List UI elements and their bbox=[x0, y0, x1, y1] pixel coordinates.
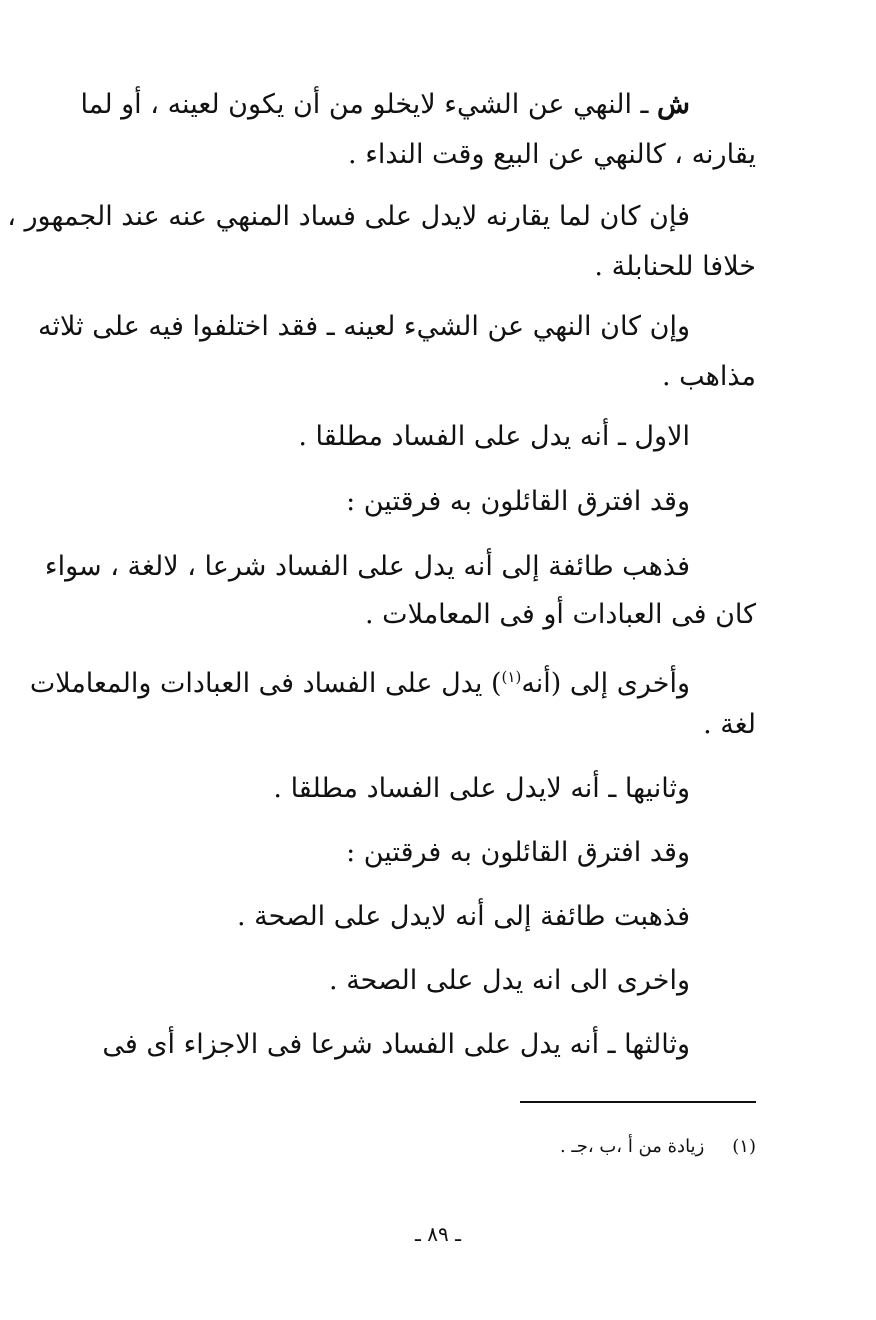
paragraph-1-line-2: يقارنه ، كالنهي عن البيع وقت النداء . bbox=[348, 139, 756, 170]
paragraph-3-line-2: مذاهب . bbox=[661, 361, 756, 392]
paragraph-1-line-1: ش ـ النهي عن الشيء لايخلو من أن يكون لعينه ، أو لما bbox=[80, 89, 690, 120]
paragraph-10-line-1: فذهبت طائفة إلى أنه لايدل على الصحة . bbox=[236, 901, 690, 932]
paragraph-7-text-start: وأخرى إلى (أنه bbox=[521, 668, 690, 699]
footnote-text: زيادة من أ ،ب ،جـ . bbox=[559, 1136, 705, 1157]
paragraph-7-line-2: لغة . bbox=[703, 709, 756, 740]
paragraph-5-line-1: وقد افترق القائلون به فرقتين : bbox=[346, 486, 690, 517]
footnote-number: (١) bbox=[732, 1136, 756, 1157]
paragraph-11-line-1: واخرى الى انه يدل على الصحة . bbox=[329, 965, 690, 996]
paragraph-2-line-1: فإن كان لما يقارنه لايدل على فساد المنهي عنه عند الجمهور ، bbox=[7, 201, 690, 232]
paragraph-6-line-2: كان فى العبادات أو فى المعاملات . bbox=[365, 599, 756, 630]
paragraph-7-text-end: ) يدل على الفساد فى العبادات والمعاملات bbox=[29, 668, 502, 699]
footnote-reference[interactable]: (١) bbox=[501, 668, 522, 686]
paragraph-4-line-1: الاول ـ أنه يدل على الفساد مطلقا . bbox=[298, 421, 690, 452]
paragraph-6-line-1: فذهب طائفة إلى أنه يدل على الفساد شرعا ، لالغة ، سواء bbox=[44, 551, 690, 582]
paragraph-9-line-1: وقد افترق القائلون به فرقتين : bbox=[346, 837, 690, 868]
page-number: ـ ٨٩ ـ bbox=[415, 1222, 461, 1246]
paragraph-3-line-1: وإن كان النهي عن الشيء لعينه ـ فقد اختلفوا فيه على ثلاثه bbox=[38, 311, 690, 342]
paragraph-8-line-1: وثانيها ـ أنه لايدل على الفساد مطلقا . bbox=[273, 773, 690, 804]
paragraph-12-line-1: وثالثها ـ أنه يدل على الفساد شرعا فى الاجزاء أى فى bbox=[102, 1029, 690, 1060]
paragraph-2-line-2: خلافا للحنابلة . bbox=[594, 251, 756, 282]
footnote bbox=[560, 1132, 756, 1162]
footnote-separator bbox=[520, 1101, 756, 1103]
paragraph-7-line-1 bbox=[29, 650, 690, 704]
lead-word: ش bbox=[657, 89, 690, 120]
